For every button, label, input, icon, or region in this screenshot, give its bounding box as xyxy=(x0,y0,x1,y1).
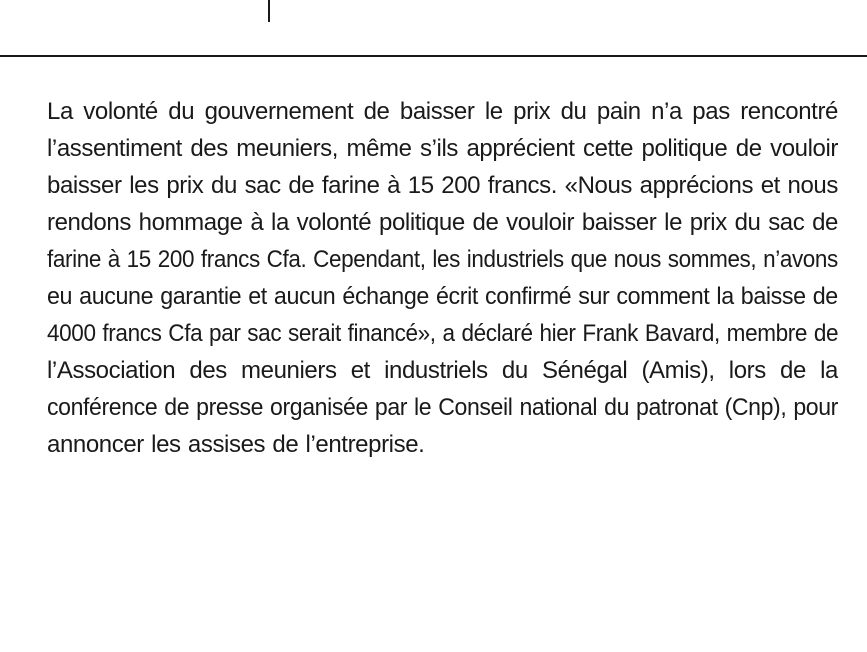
article-line-4: rendons hommage à la volonté politique de vouloir baisser le prix du sac de xyxy=(47,209,838,236)
article-paragraph xyxy=(47,93,838,463)
header-rule xyxy=(0,55,867,57)
article-line-3: baisser les prix du sac de farine à 15 200 francs. «Nous apprécions et nous xyxy=(47,172,838,199)
header-separator-tick xyxy=(268,0,270,22)
article-line-10: annoncer les assises de l’entreprise. xyxy=(47,431,425,458)
article-line-8: l’Association des meuniers et industriels du Sénégal (Amis), lors de la xyxy=(47,357,838,384)
article-line-5: farine à 15 200 francs Cfa. Cependant, les industriels que nous sommes, n’avons xyxy=(47,246,838,273)
article-line-2: l’assentiment des meuniers, même s’ils apprécient cette politique de vouloir xyxy=(47,135,838,162)
article-line-1: La volonté du gouvernement de baisser le prix du pain n’a pas rencontré xyxy=(47,98,838,125)
article-line-7: 4000 francs Cfa par sac serait financé», a déclaré hier Frank Bavard, membre de xyxy=(47,320,838,347)
article-line-6: eu aucune garantie et aucun échange écrit confirmé sur comment la baisse de xyxy=(47,283,838,310)
article-line-9: conférence de presse organisée par le Conseil national du patronat (Cnp), pour xyxy=(47,394,838,421)
